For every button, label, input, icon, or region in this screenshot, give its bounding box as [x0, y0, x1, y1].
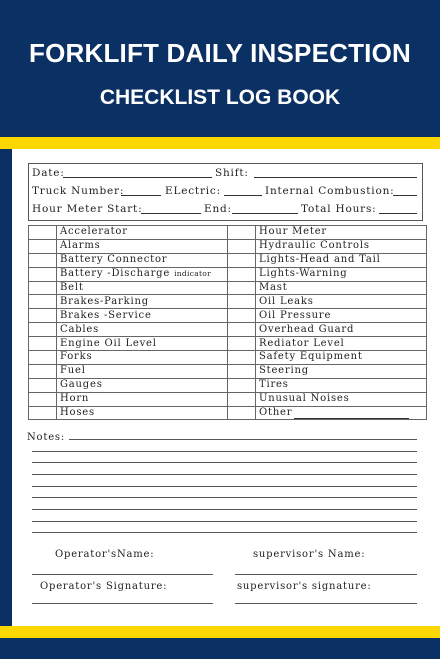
checklist-item-label [57, 295, 228, 309]
checklist-item-label [57, 239, 228, 253]
checklist-row [29, 337, 427, 351]
checklist-item-label [256, 295, 427, 309]
check-box[interactable] [29, 378, 57, 392]
check-box[interactable] [228, 281, 256, 295]
checklist-item-label [256, 309, 427, 323]
checklist-item-label [57, 309, 228, 323]
checklist-item-label [57, 226, 228, 240]
total-hours-field[interactable] [379, 213, 417, 214]
checklist-row [29, 364, 427, 378]
checklist-item-label [256, 337, 427, 351]
checklist-item-label [256, 239, 427, 253]
supervisor-signature-label: supervisor's signature: [237, 581, 372, 592]
checklist-item-label [256, 351, 427, 365]
checklist-item-label [256, 281, 427, 295]
checklist-item-label [57, 364, 228, 378]
checklist-row [29, 253, 427, 267]
checklist-item-text: Battery -Discharge [60, 268, 171, 280]
checklist-item-text: Belt [60, 282, 84, 293]
check-box[interactable] [228, 392, 256, 406]
checklist-item-label [57, 406, 228, 420]
supervisor-name-label: supervisor's Name: [253, 549, 366, 560]
checklist-item-label [256, 226, 427, 240]
checklist-item-label [256, 406, 427, 420]
shift-field[interactable] [254, 177, 417, 178]
checklist-row [29, 323, 427, 337]
checklist-item-label [57, 337, 228, 351]
shift-label: Shift: [215, 167, 249, 179]
other-field[interactable] [294, 418, 409, 419]
checklist-row [29, 226, 427, 240]
log-page [12, 149, 440, 626]
notes-label: Notes: [27, 432, 66, 443]
total-hours-label: Total Hours: [301, 203, 377, 215]
checklist-item-suffix: indicator [174, 269, 212, 279]
checklist-item-label [57, 378, 228, 392]
cover-title-line1: FORKLIFT DAILY INSPECTION [28, 38, 412, 68]
notes-line[interactable] [69, 439, 417, 440]
check-box[interactable] [29, 281, 57, 295]
header-box [28, 163, 423, 221]
checklist-row [29, 267, 427, 281]
check-box[interactable] [29, 239, 57, 253]
checklist-row [29, 239, 427, 253]
notes-line[interactable] [32, 532, 417, 533]
checklist-item-text: Other [259, 407, 293, 419]
yellow-band-bottom [0, 626, 440, 638]
checklist-item-text: Gauges [60, 379, 103, 391]
checklist-item-text: Safety Equipment [259, 351, 363, 363]
checklist-item-text: Hour Meter [259, 226, 328, 238]
check-box[interactable] [228, 364, 256, 378]
check-box[interactable] [29, 267, 57, 281]
checklist-item-text: Engine Oil Level [60, 337, 157, 349]
checklist-item-text: Hoses [60, 407, 95, 419]
checklist-item-text: Tires [259, 379, 289, 391]
end-label: End: [204, 203, 232, 215]
checklist-item-label [57, 253, 228, 267]
check-box[interactable] [29, 337, 57, 351]
operator-signature-line[interactable] [32, 603, 213, 604]
checklist-item-text: Unusual Noises [259, 393, 350, 405]
checklist-item-label [256, 253, 427, 267]
checklist-item-label [256, 392, 427, 406]
checklist-item-label [57, 351, 228, 365]
check-box[interactable] [29, 226, 57, 240]
internal-combustion-label: Internal Combustion: [265, 185, 395, 197]
check-box[interactable] [228, 309, 256, 323]
checklist-item-label [57, 267, 228, 281]
checklist-row [29, 281, 427, 295]
checklist-item-label [256, 323, 427, 337]
checklist-item-text: Brakes-Parking [60, 295, 149, 307]
check-box[interactable] [29, 295, 57, 309]
checklist-item-text: Lights-Head and Tail [259, 254, 381, 266]
check-box[interactable] [228, 226, 256, 240]
check-box[interactable] [29, 253, 57, 267]
checklist-item-text: Brakes -Service [60, 309, 152, 321]
hour-meter-start-label: Hour Meter Start: [32, 203, 143, 215]
notes-line[interactable] [32, 486, 417, 487]
check-box[interactable] [228, 267, 256, 281]
cover-title-line2: CHECKLIST LOG BOOK [99, 86, 341, 109]
check-box[interactable] [228, 253, 256, 267]
checklist-item-text: Overhead Guard [259, 323, 355, 335]
date-label: Date: [32, 167, 65, 179]
operator-name-label: Operator'sName: [55, 549, 155, 560]
checklist-item-text: Alarms [60, 240, 101, 252]
check-box[interactable] [228, 337, 256, 351]
checklist-item-text: Oil Pressure [259, 309, 332, 321]
check-box[interactable] [228, 239, 256, 253]
checklist-item-text: Oil Leaks [259, 295, 314, 307]
operator-signature-label: Operator's Signature: [40, 581, 168, 592]
check-box[interactable] [29, 392, 57, 406]
notes-line[interactable] [32, 521, 417, 522]
checklist-table [28, 225, 427, 420]
yellow-band-top [0, 137, 440, 149]
check-box[interactable] [29, 364, 57, 378]
checklist-item-text: Accelerator [60, 226, 128, 238]
checklist-item-text: Lights-Warning [259, 268, 348, 280]
check-box[interactable] [228, 323, 256, 337]
internal-combustion-field[interactable] [393, 195, 417, 196]
checklist-item-label [256, 378, 427, 392]
supervisor-name-line[interactable] [235, 574, 417, 575]
check-box[interactable] [228, 378, 256, 392]
checklist-row [29, 295, 427, 309]
operator-name-line[interactable] [32, 574, 213, 575]
hour-meter-start-field[interactable] [141, 213, 201, 214]
check-box[interactable] [228, 351, 256, 365]
checklist-item-text: Fuel [60, 365, 86, 377]
checklist-item-text: Horn [60, 393, 90, 405]
checklist-item-label [256, 267, 427, 281]
notes-line[interactable] [32, 497, 417, 498]
check-box[interactable] [29, 406, 57, 420]
checklist-item-text: Rediator Level [259, 337, 345, 349]
notes-line[interactable] [32, 451, 417, 452]
electric-field[interactable] [224, 195, 262, 196]
truck-number-label: Truck Number: [32, 185, 125, 197]
notes-line[interactable] [32, 474, 417, 475]
checklist-row [29, 309, 427, 323]
check-box[interactable] [228, 295, 256, 309]
checklist-row [29, 351, 427, 365]
checklist-item-text: Forks [60, 351, 93, 363]
notes-line[interactable] [32, 462, 417, 463]
checklist-row [29, 392, 427, 406]
checklist-item-text: Hydraulic Controls [259, 240, 370, 252]
notes-line[interactable] [32, 509, 417, 510]
checklist-item-text: Mast [259, 282, 288, 293]
checklist-item-label [57, 392, 228, 406]
checklist-item-text: Cables [60, 323, 100, 335]
checklist-item-text: Steering [259, 365, 309, 377]
check-box[interactable] [29, 351, 57, 365]
checklist-item-text: Battery Connector [60, 254, 168, 266]
supervisor-signature-line[interactable] [235, 603, 417, 604]
truck-number-field[interactable] [121, 195, 161, 196]
checklist-row [29, 406, 427, 420]
checklist-item-label [57, 281, 228, 295]
end-field[interactable] [232, 213, 298, 214]
check-box[interactable] [228, 406, 256, 420]
checklist-row [29, 378, 427, 392]
electric-label: ELectric: [165, 185, 221, 197]
checklist-item-label [256, 364, 427, 378]
date-field[interactable] [63, 177, 212, 178]
checklist-item-label [57, 323, 228, 337]
check-box[interactable] [29, 323, 57, 337]
check-box[interactable] [29, 309, 57, 323]
